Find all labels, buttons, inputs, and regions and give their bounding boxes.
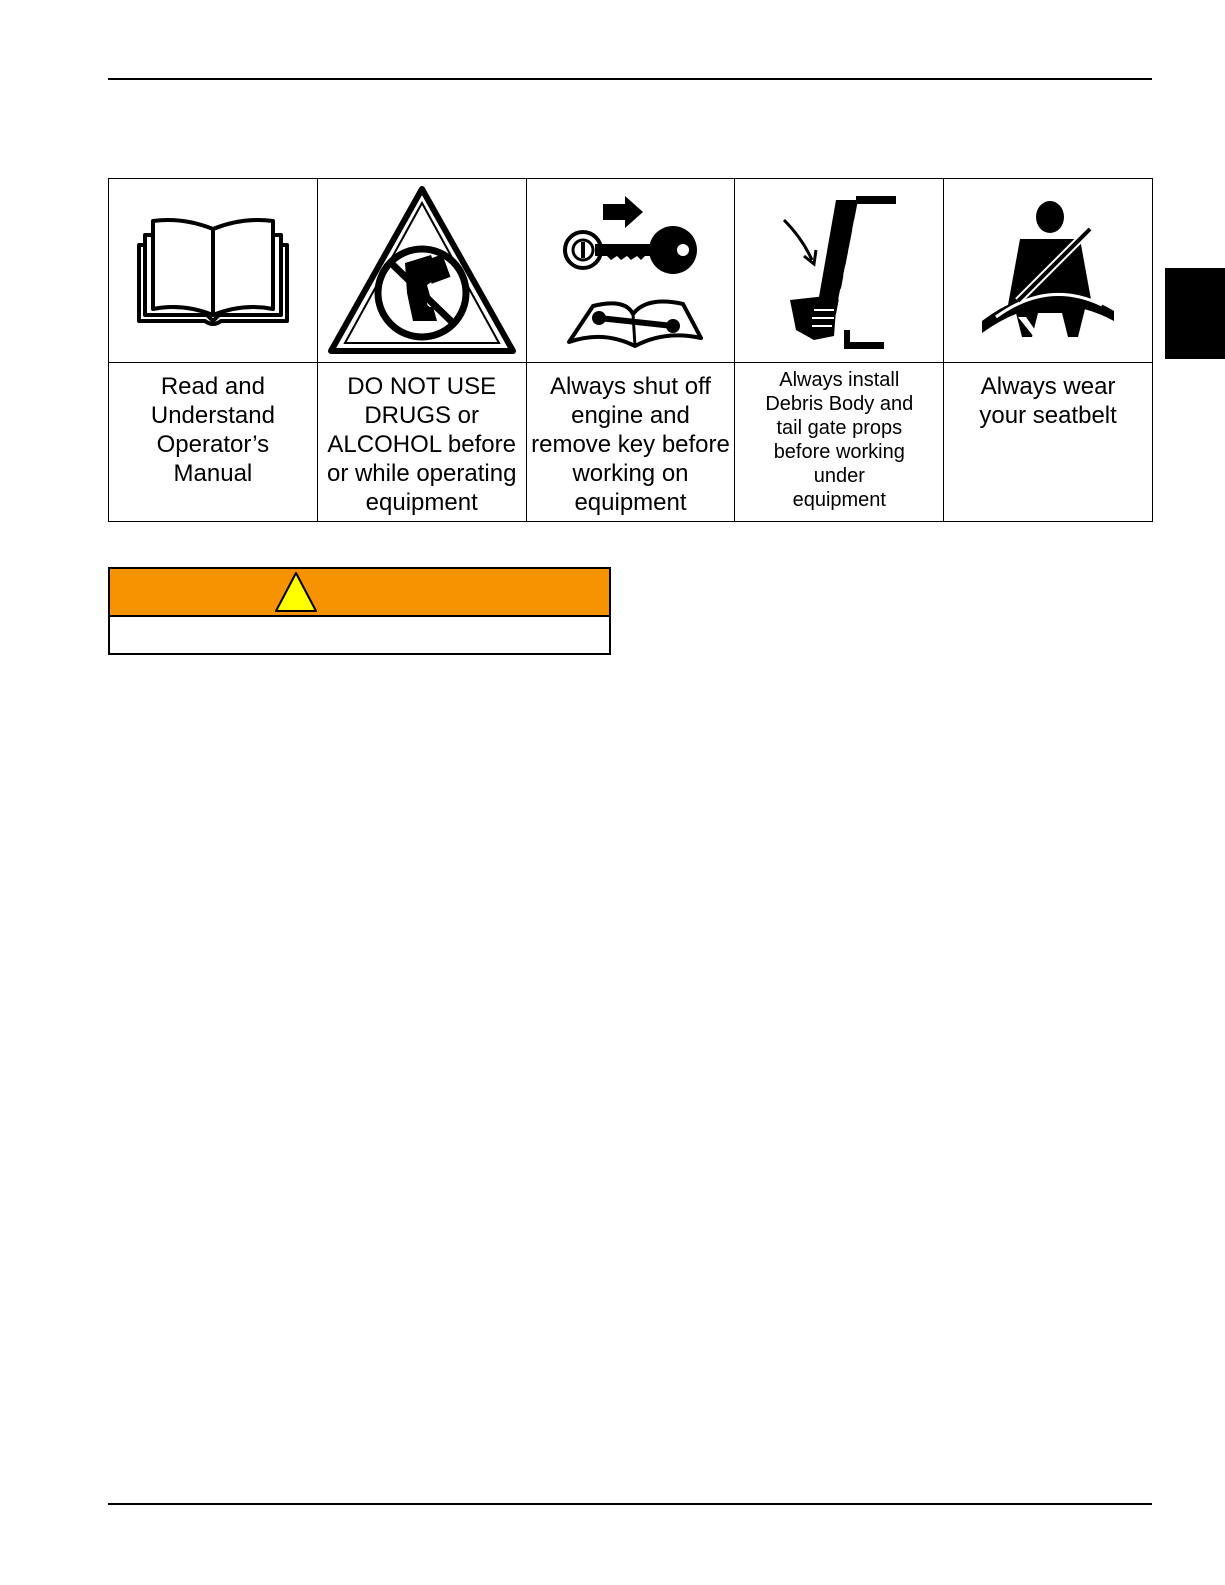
sign-caption-drugs: DO NOT USE DRUGS or ALCOHOL before or while operating equipment — [326, 373, 517, 516]
no-drugs-alcohol-icon — [318, 185, 526, 357]
sign-caption-key: Always shut off engine and remove key before working on equipment — [531, 373, 730, 516]
sign-caption-seatbelt: Always wear your seatbelt — [979, 373, 1117, 429]
sign-cell-drugs — [317, 179, 526, 363]
remove-key-manual-icon — [527, 190, 735, 352]
sign-cell-seatbelt — [944, 179, 1153, 363]
sign-caption-manual: Read and Understand Operator’s Manual — [150, 373, 275, 487]
sign-caption-props: Always install Debris Body and tail gate props before working under equipment — [765, 369, 914, 511]
sign-cell-key — [526, 179, 735, 363]
sign-cell-manual — [109, 179, 318, 363]
warning-box — [108, 567, 611, 655]
book-icon — [109, 215, 317, 327]
body-prop-icon — [735, 190, 943, 352]
section-thumb-tab — [1165, 268, 1225, 359]
header-rule — [108, 78, 1152, 80]
seatbelt-icon — [944, 201, 1152, 341]
footer-rule — [108, 1503, 1152, 1505]
warning-header — [110, 569, 609, 617]
sign-cell-props — [735, 179, 944, 363]
safety-signs-table — [108, 178, 1153, 522]
warning-triangle-icon — [272, 569, 320, 615]
